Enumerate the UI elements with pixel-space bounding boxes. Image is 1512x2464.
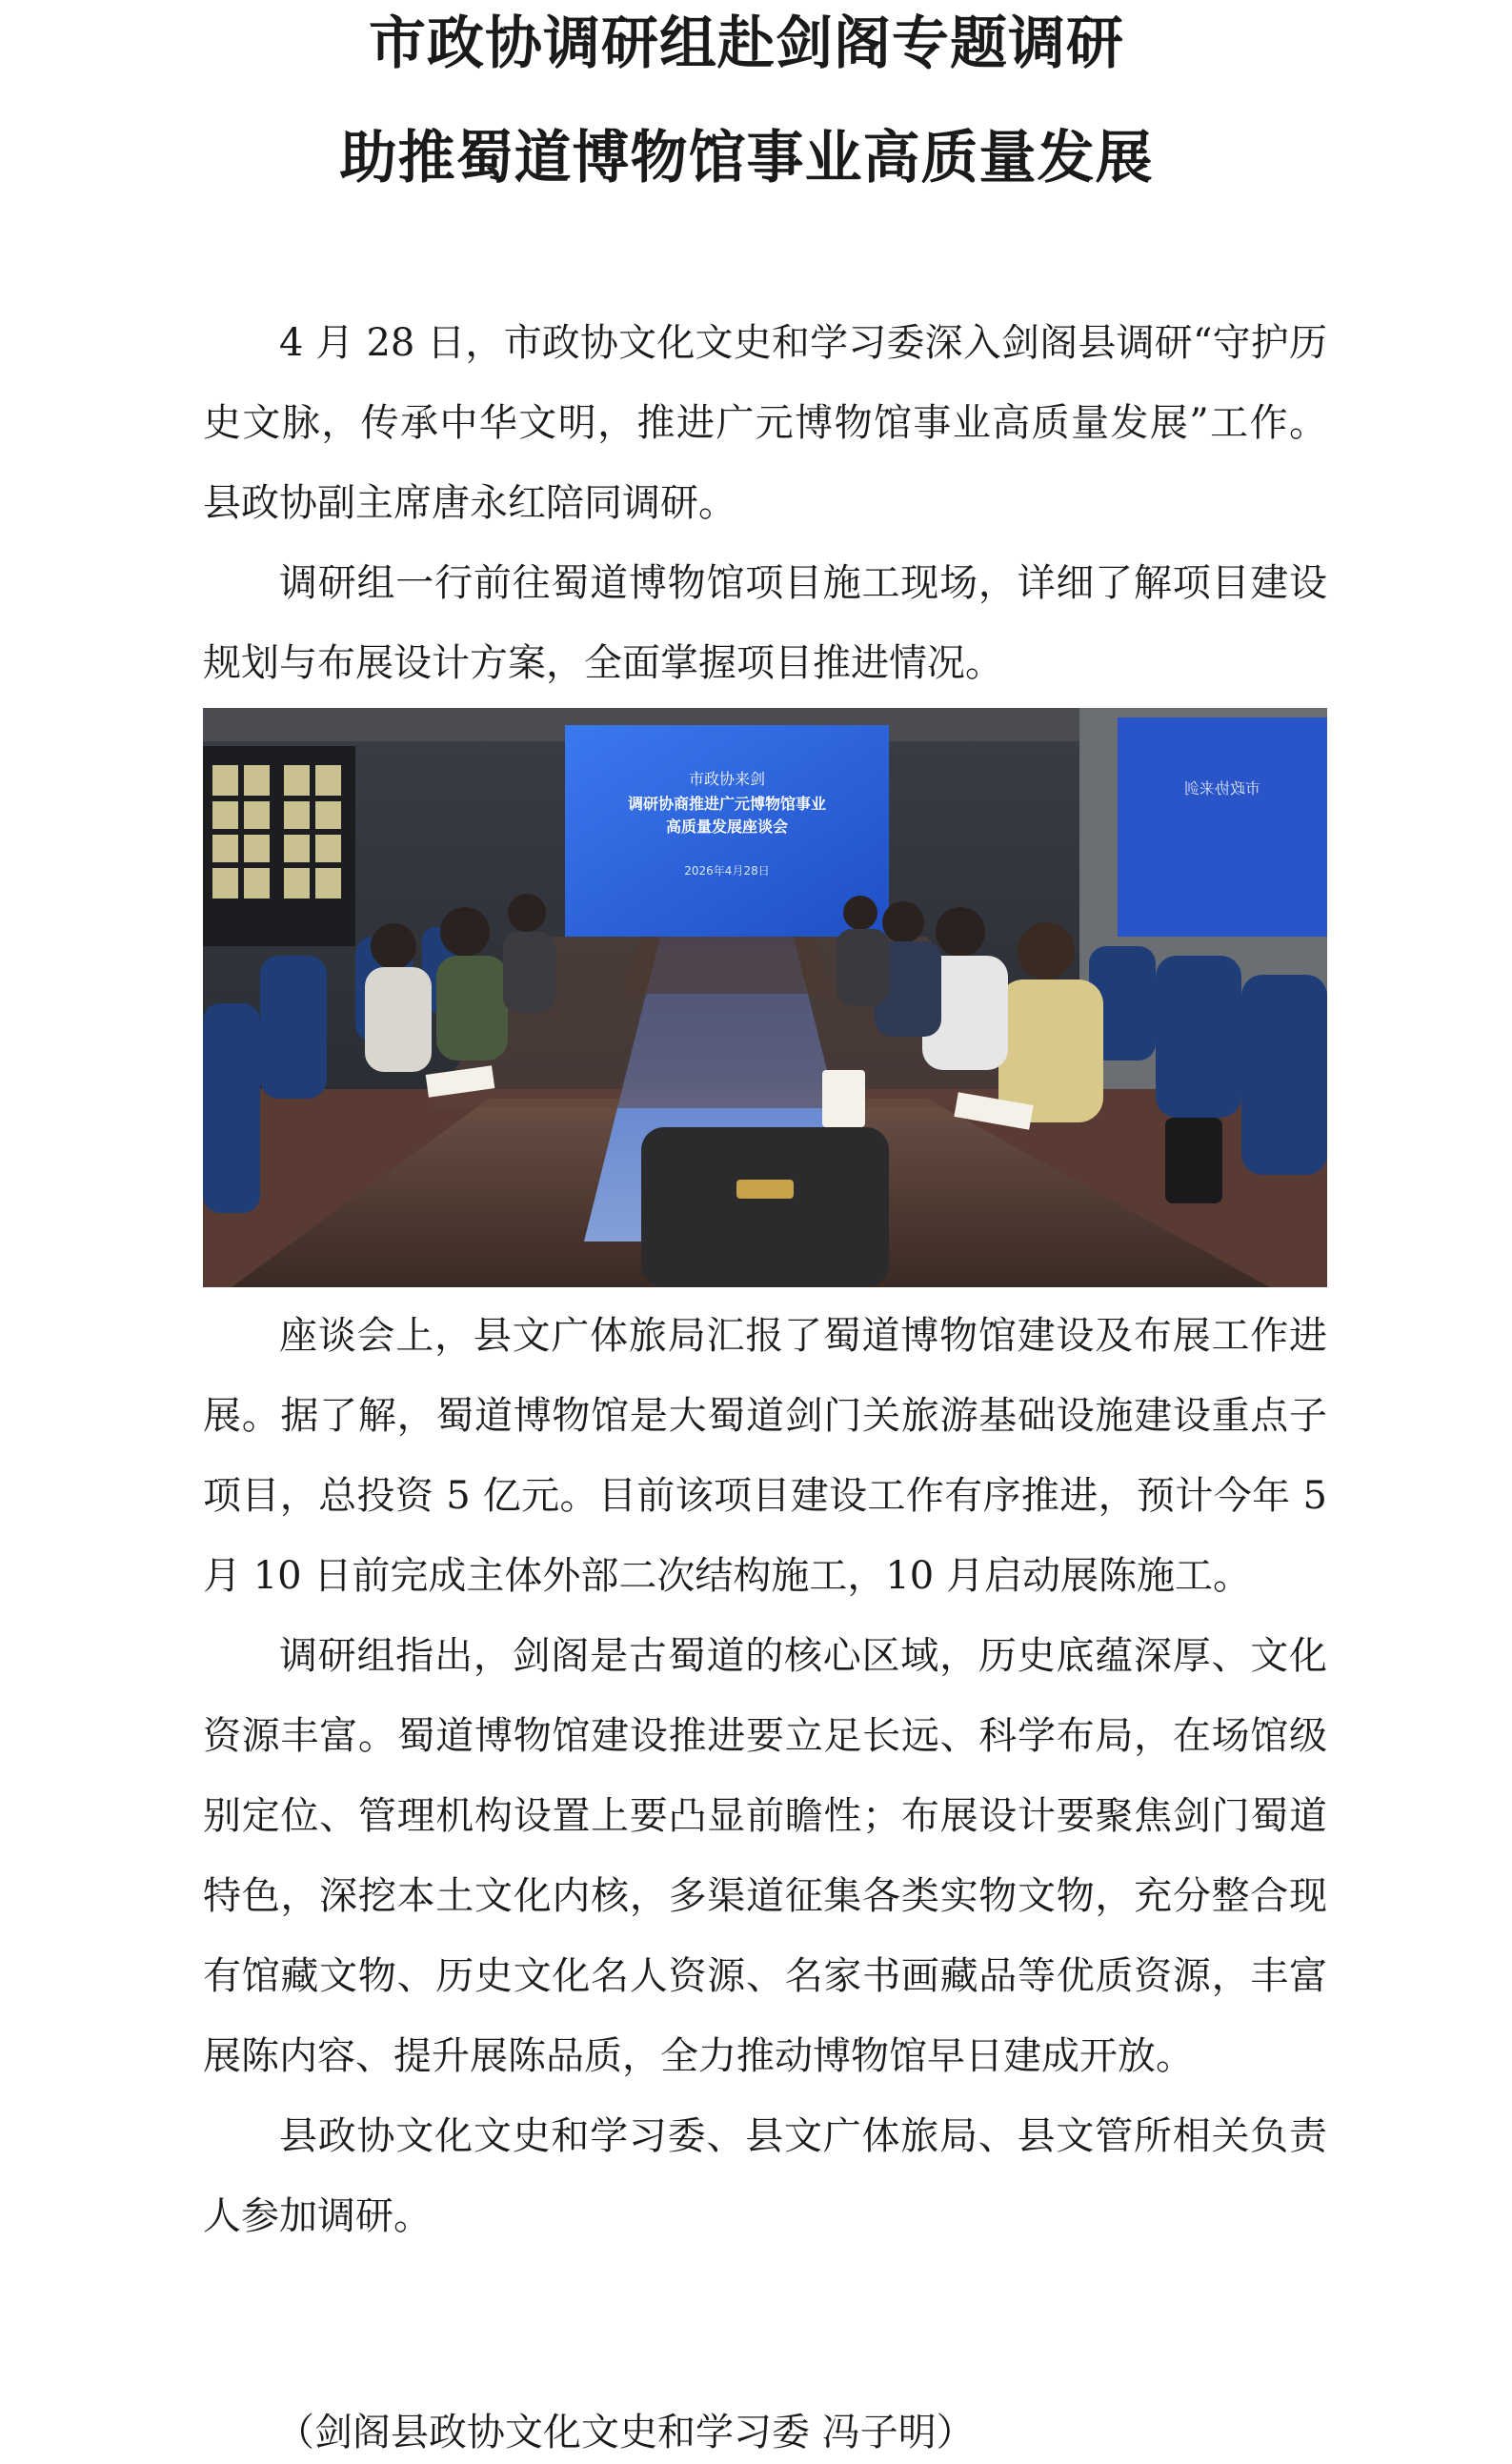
screen-line-2: 调研协商推进广元博物馆事业 xyxy=(627,795,827,813)
paragraph-5: 县政协文化文史和学习委、县文广体旅局、县文管所相关负责人参加调研。 xyxy=(203,2114,1327,2238)
article-title-line-2: 助推蜀道博物馆事业高质量发展 xyxy=(339,125,1154,192)
paragraph-3: 座谈会上，县文广体旅局汇报了蜀道博物馆建设及布展工作进展。据了解，蜀道博物馆是大蜀道剑门关旅游基础设施建设重点子项目，总投资 5 亿元。目前该项目建设工作有序推进，预计今年 5 月 10 日前完成主体外部二次结构施工，10 月启动展陈施工。 xyxy=(203,1314,1327,1598)
screen-line-1: 市政协来剑 xyxy=(688,770,766,788)
article-body-main xyxy=(203,1296,1327,2256)
screen-date: 2026年4月28日 xyxy=(684,864,770,878)
svg-text:市政协来剑 xyxy=(1184,779,1260,798)
paragraph-1: 4 月 28 日，市政协文化文史和学习委深入剑阁县调研“守护历史文脉，传承中华文明，推进广元博物馆事业高质量发展”工作。县政协副主席唐永红陪同调研。 xyxy=(203,321,1327,525)
reflection-text: 市政协来剑 xyxy=(1183,779,1261,798)
paragraph-4: 调研组指出，剑阁是古蜀道的核心区域，历史底蕴深厚、文化资源丰富。蜀道博物馆建设推进要立足长远、科学布局，在场馆级别定位、管理机构设置上要凸显前瞻性；布展设计要聚焦剑门蜀道特色，深挖本土文化内核，多渠道征集各类实物文物，充分整合现有馆藏文物、历史文化名人资源、名家书画藏品等优质资源，丰富展陈内容、提升展陈品质，全力推动博物馆早日建成开放。 xyxy=(203,1634,1327,2078)
meeting-photo xyxy=(203,708,1327,1287)
article-body-intro xyxy=(203,303,1327,703)
article-byline: （剑阁县政协文化文史和学习委 冯子明） xyxy=(276,2411,975,2454)
front-chair xyxy=(641,1127,889,1287)
article-title-line-1: 市政协调研组赴剑阁专题调研 xyxy=(369,10,1124,77)
paragraph-2: 调研组一行前往蜀道博物馆项目施工现场，详细了解项目建设规划与布展设计方案，全面掌握项目推进情况。 xyxy=(203,561,1327,685)
screen-line-3: 高质量发展座谈会 xyxy=(665,818,789,836)
